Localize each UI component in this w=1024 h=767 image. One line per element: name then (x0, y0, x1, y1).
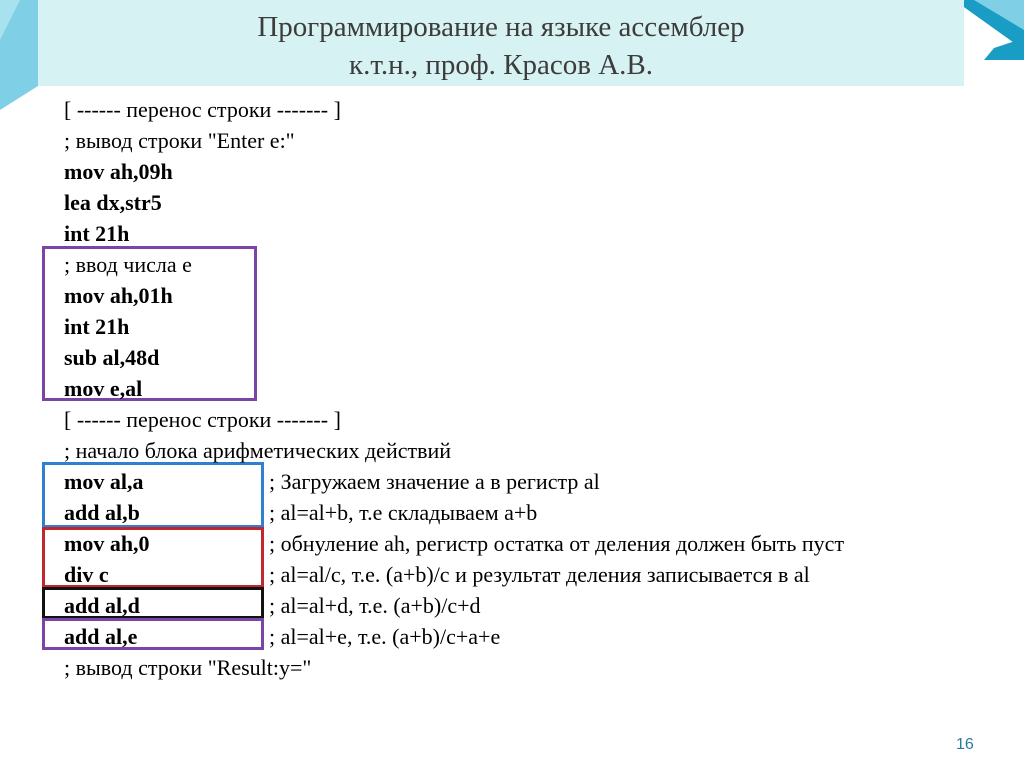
code-comment: ; al=al+d, т.е. (a+b)/c+d (269, 593, 481, 618)
code-line: add al,b ; al=al+b, т.е складываем a+b (64, 497, 964, 528)
slide-subtitle: к.т.н., проф. Красов А.В. (349, 49, 653, 81)
code-line: lea dx,str5 (64, 190, 162, 215)
code-line: mov e,al (64, 376, 143, 401)
slide-title: Программирование на языке ассемблер (257, 11, 745, 43)
code-comment: ; обнуление ah, регистр остатка от деления должен быть пуст (269, 531, 845, 556)
code-line: mov ah,01h (64, 283, 173, 308)
code-line: mov ah,09h (64, 159, 173, 184)
slide-header (38, 0, 964, 86)
code-comment: ; Загружаем значение a в регистр al (269, 469, 600, 494)
code-comment: ; al=al/c, т.е. (a+b)/c и результат деления записывается в al (269, 562, 810, 587)
code-line: add al,e ; al=al+e, т.е. (a+b)/c+a+e (64, 621, 964, 652)
code-line: ; начало блока арифметических действий (64, 438, 452, 463)
code-line: mov al,a ; Загружаем значение a в регистр al (64, 466, 964, 497)
page-number: 16 (956, 736, 974, 753)
code-line: ; вывод строки "Enter e:" (64, 128, 295, 153)
code-comment: ; al=al+e, т.е. (a+b)/c+a+e (269, 624, 501, 649)
code-line: ; вывод строки "Result:y=" (64, 655, 312, 680)
code-line: [ ------ перенос строки ------- ] (64, 407, 341, 432)
code-line: int 21h (64, 221, 130, 246)
code-comment: ; al=al+b, т.е складываем a+b (269, 500, 538, 525)
code-line: ; ввод числа e (64, 252, 192, 277)
code-line: mov ah,0 ; обнуление ah, регистр остатка от деления должен быть пуст (64, 528, 964, 559)
corner-decoration-left (0, 0, 40, 110)
code-line: sub al,48d (64, 345, 160, 370)
code-line: int 21h (64, 314, 130, 339)
code-line: add al,d ; al=al+d, т.е. (a+b)/c+d (64, 590, 964, 621)
code-line: [ ------ перенос строки ------- ] (64, 97, 341, 122)
corner-decoration-right (954, 0, 1024, 60)
code-line: div c ; al=al/c, т.е. (a+b)/c и результат деления записывается в al (64, 559, 964, 590)
